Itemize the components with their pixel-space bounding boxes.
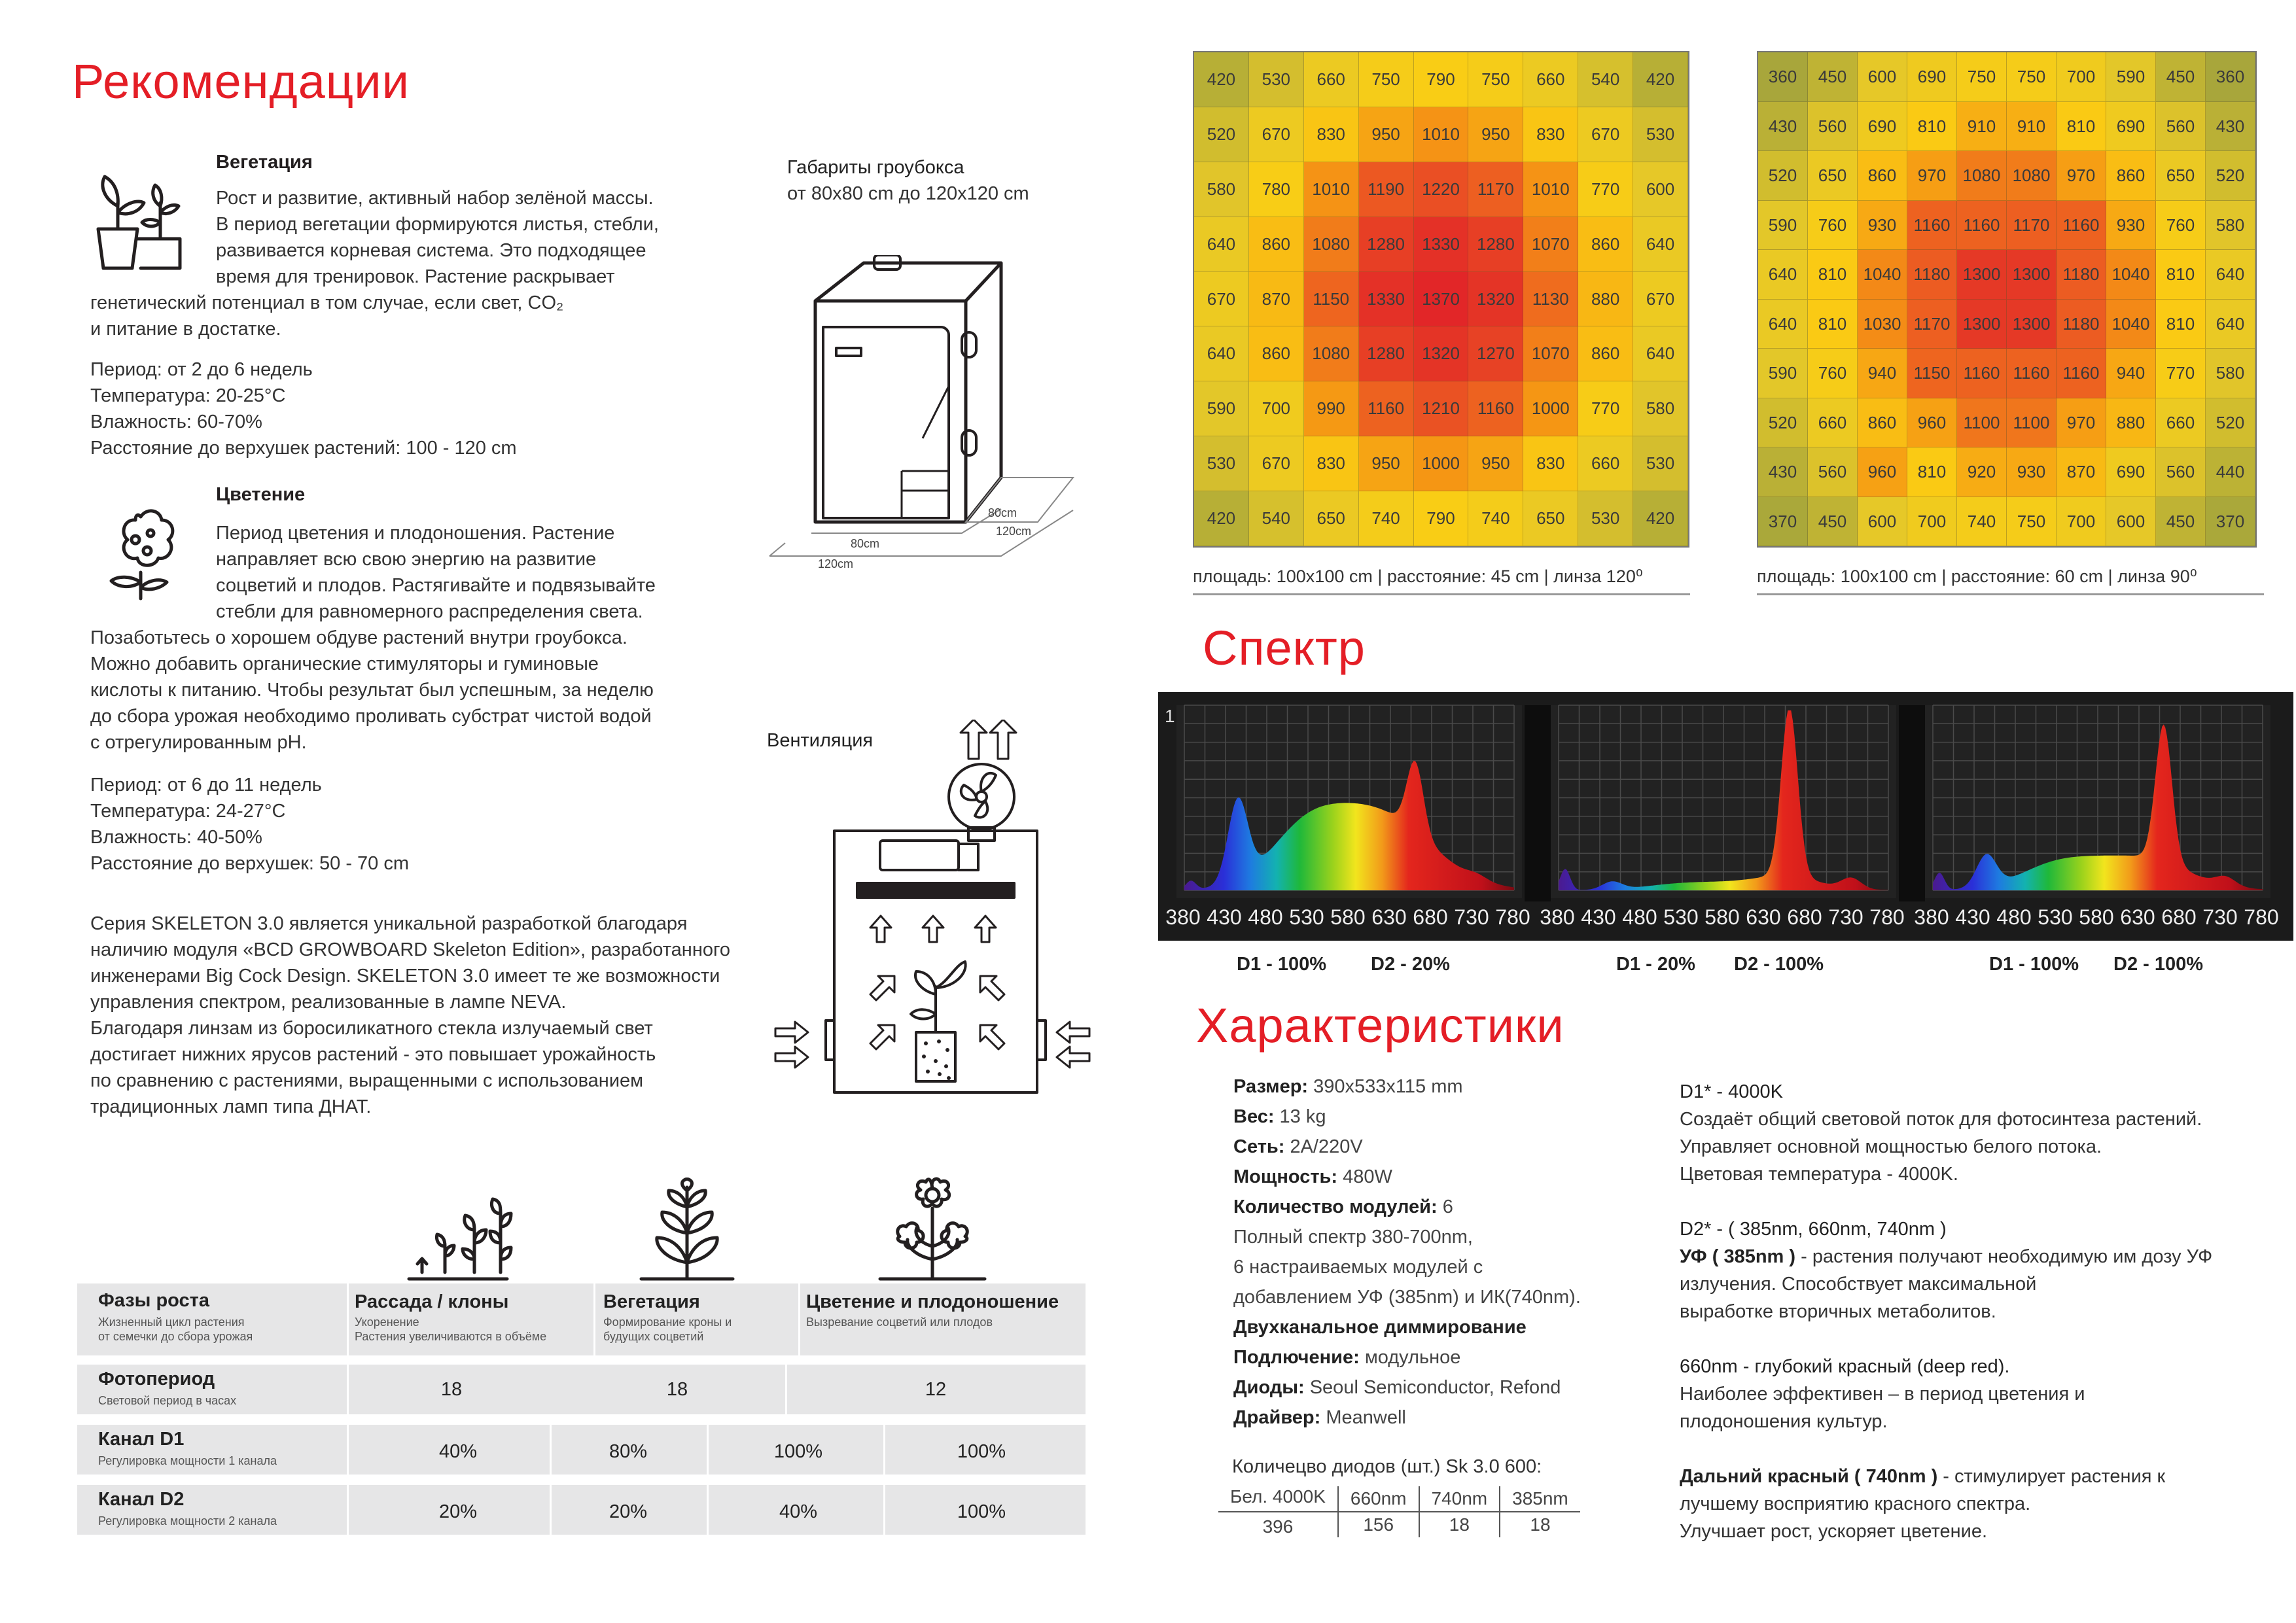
heatmap-cell: 930	[2007, 447, 2057, 497]
heatmap-cell: 700	[2057, 52, 2106, 102]
growbox-size: от 80x80 cm до 120x120 cm	[787, 183, 1029, 204]
heatmap-cell: 810	[2057, 102, 2106, 152]
heatmap-cell: 1080	[1304, 217, 1359, 272]
heatmap-cell: 810	[2156, 300, 2206, 349]
d2-title: D2* - ( 385nm, 660nm, 740nm )	[1680, 1219, 1947, 1240]
heatmap-cell: 1160	[2007, 349, 2057, 398]
heatmap-cell: 860	[1578, 217, 1633, 272]
spec-connection: Подлючение: модульное	[1233, 1347, 1461, 1368]
channel-d1-vegetation: 80%	[609, 1441, 648, 1462]
spec-modules: Количество модулей: 6	[1233, 1196, 1453, 1217]
heatmap-cell: 770	[1578, 381, 1633, 436]
growbox-dim-120-front: 120cm	[818, 557, 854, 570]
heatmap-cell: 1150	[1304, 272, 1359, 327]
heatmap-cell: 530	[1633, 107, 1688, 162]
channel-d1-sub: Регулировка мощности 1 канала	[98, 1454, 277, 1467]
heatmap-cell: 750	[1468, 52, 1523, 107]
flowering-heading: Цветение	[216, 484, 306, 505]
heatmap-cell: 830	[1523, 436, 1578, 491]
heatmap-cell: 790	[1414, 52, 1469, 107]
heatmap-cell: 640	[1194, 217, 1249, 272]
heatmap-cell: 640	[2206, 250, 2255, 300]
heatmap-cell: 450	[2156, 497, 2206, 547]
heatmap-cell: 770	[2156, 349, 2206, 398]
heatmap-cell: 1270	[1468, 326, 1523, 381]
growbox-diagram	[766, 255, 1086, 582]
spec-uv-ir: добавлением УФ (385nm) и ИК(740nm).	[1233, 1287, 1581, 1308]
spectrum-x-tick: 530	[1289, 905, 1324, 929]
heatmap-cell: 450	[1808, 52, 1858, 102]
heatmap-cell: 600	[1633, 162, 1688, 217]
heatmap-cell: 520	[1194, 107, 1249, 162]
heatmap-cell: 860	[2106, 151, 2156, 201]
heatmap-cell: 640	[1758, 250, 1808, 300]
heatmap-cell: 360	[1758, 52, 1808, 102]
heatmap-cell: 810	[1808, 250, 1858, 300]
spectrum-x-tick: 480	[1996, 905, 2032, 929]
phase-vegetation-sub: Формирование кроны и будущих соцветий	[603, 1316, 732, 1343]
spectrum-x-tick: 630	[1746, 905, 1781, 929]
heatmap-cell: 1040	[2106, 300, 2156, 349]
heatmap-cell: 660	[2156, 398, 2206, 448]
spectrum-x-tick: 780	[1869, 905, 1905, 929]
heatmap-cell: 580	[2206, 201, 2255, 251]
heatmap-cell: 1170	[1907, 300, 1957, 349]
heatmap-cell: 830	[1523, 107, 1578, 162]
heatmap-cell: 420	[1633, 52, 1688, 107]
heatmap-cell: 1300	[1957, 300, 2007, 349]
heatmap-cell: 600	[1858, 52, 1907, 102]
heatmap-cell: 880	[2106, 398, 2156, 448]
spectrum-x-tick: 680	[1413, 905, 1448, 929]
photoperiod-flowering: 12	[925, 1379, 947, 1400]
heatmap-cell: 1130	[1523, 272, 1578, 327]
heatmap-cell: 1100	[2007, 398, 2057, 448]
heatmap-cell: 740	[1957, 497, 2007, 547]
heatmap-cell: 690	[2106, 102, 2156, 152]
spec-spectrum: Полный спектр 380-700nm,	[1233, 1227, 1473, 1248]
spectrum-x-tick: 380	[1540, 905, 1575, 929]
spec-diodes: Диоды: Seoul Semiconductor, Refond	[1233, 1377, 1561, 1398]
heatmap-cell: 1320	[1468, 272, 1523, 327]
diodes-header-385: 385nm	[1500, 1486, 1580, 1512]
vegetation-description: Рост и развитие, активный набор зелёной массы. В период вегетации формируются листья, стебли, развивается корневая система. Это подходящее время для тренировок. Растение раскрывает	[216, 188, 659, 287]
heatmap-cell: 430	[1758, 102, 1808, 152]
spectrum-x-tick: 580	[2079, 905, 2114, 929]
spectrum-x-tick: 730	[1828, 905, 1863, 929]
spec-custom-modules: 6 настраиваемых модулей с	[1233, 1257, 1483, 1278]
vegetation-plant-icon	[638, 1178, 736, 1282]
heatmap-cell: 1160	[1957, 349, 2007, 398]
heatmap-cell: 1160	[1468, 381, 1523, 436]
heatmap-cell: 590	[1758, 349, 1808, 398]
spec-weight: Вес: 13 kg	[1233, 1106, 1326, 1127]
heatmap-cell: 870	[1249, 272, 1304, 327]
heatmap-cell: 580	[1633, 381, 1688, 436]
spectrum-1-d1: D1 - 100%	[1237, 954, 1327, 975]
heatmap-cell: 1160	[2057, 349, 2106, 398]
heatmap-cell: 1080	[2007, 151, 2057, 201]
heatmap-cell: 970	[2057, 398, 2106, 448]
heatmap-cell: 560	[1808, 447, 1858, 497]
heatmap-cell: 940	[2106, 349, 2156, 398]
heatmap-cell: 750	[2007, 497, 2057, 547]
heatmap-cell: 1010	[1304, 162, 1359, 217]
heatmap-cell: 600	[2106, 497, 2156, 547]
heatmap-cell: 1010	[1414, 107, 1469, 162]
phase-vegetation-title: Вегетация	[603, 1291, 700, 1312]
spectrum-x-tick: 480	[1622, 905, 1657, 929]
diodes-count-table	[1218, 1486, 1580, 1537]
heatmap-cell: 450	[2156, 52, 2206, 102]
heatmap-cell: 970	[1907, 151, 1957, 201]
flowering-description: Период цветения и плодоношения. Растение направляет всю свою энергию на развитие соцветий и плодов. Растягивайте и подвязывайте стебли для равномерного распределения света.	[216, 523, 656, 622]
photoperiod-vegetation: 18	[666, 1379, 688, 1400]
diodes-value-385: 18	[1530, 1514, 1551, 1535]
spectrum-x-tick: 430	[1955, 905, 1990, 929]
growbox-dim-120-side: 120cm	[996, 525, 1032, 538]
spectrum-1-d2: D2 - 20%	[1371, 954, 1450, 975]
heatmap-cell: 960	[1858, 447, 1907, 497]
heatmap-cell: 1280	[1359, 217, 1414, 272]
heatmap-cell: 1040	[1858, 250, 1907, 300]
heatmap-cell: 860	[1249, 326, 1304, 381]
heatmap-cell: 870	[2057, 447, 2106, 497]
photoperiod-sub: Световой период в часах	[98, 1394, 237, 1407]
phases-header-sub: Жизненный цикл растения от семечки до сбора урожая	[98, 1316, 253, 1343]
spectrum-charts	[1158, 692, 2293, 941]
spectrum-x-tick: 680	[2161, 905, 2197, 929]
channel-d2-vegetation: 20%	[609, 1501, 648, 1522]
heatmap-cell: 660	[1523, 52, 1578, 107]
heatmap-cell: 670	[1194, 272, 1249, 327]
photoperiod-seedlings: 18	[440, 1379, 463, 1400]
heatmap-cell: 1180	[2057, 250, 2106, 300]
diodes-header-660: 660nm	[1338, 1486, 1419, 1512]
heatmap-cell: 650	[1304, 491, 1359, 546]
heatmap-cell: 450	[1808, 497, 1858, 547]
ventilation-heading: Вентиляция	[767, 730, 874, 751]
heatmap-cell: 740	[1359, 491, 1414, 546]
heatmap-cell: 670	[1578, 107, 1633, 162]
heatmap-cell: 940	[1858, 349, 1907, 398]
heatmap-cell: 760	[2156, 201, 2206, 251]
heatmap-cell: 990	[1304, 381, 1359, 436]
heatmap-cell: 1160	[2057, 201, 2106, 251]
spec-network: Сеть: 2A/220V	[1233, 1136, 1363, 1157]
heatmap-cell: 1330	[1359, 272, 1414, 327]
growbox-dim-80-side: 80cm	[988, 506, 1017, 519]
heatmap-cell: 1190	[1359, 162, 1414, 217]
spectrum-x-tick: 630	[2120, 905, 2155, 929]
phase-seedlings-title: Рассада / клоны	[355, 1291, 509, 1312]
specs-list	[1233, 1072, 1581, 1433]
channel-d2-late-vegetation: 40%	[779, 1501, 818, 1522]
spec-size: Размер: 390x533x115 mm	[1233, 1076, 1463, 1097]
heatmap-cell: 1180	[2057, 300, 2106, 349]
heatmap-cell: 810	[1808, 300, 1858, 349]
vegetation-params: Период: от 2 до 6 недель Температура: 20-25°C Влажность: 60-70% Расстояние до верхушек растений: 100 - 120 cm	[90, 359, 517, 459]
heatmap-cell: 520	[2206, 398, 2255, 448]
heatmap-cell: 950	[1468, 107, 1523, 162]
heatmap-cell: 640	[1194, 326, 1249, 381]
phase-seedlings-sub: Укоренение Растения увеличиваются в объёме	[355, 1316, 547, 1343]
heatmap-cell: 370	[1758, 497, 1808, 547]
heatmap-cell: 660	[1304, 52, 1359, 107]
heatmap-cell: 1300	[1957, 250, 2007, 300]
channel-d2-sub: Регулировка мощности 2 канала	[98, 1514, 277, 1527]
plant-pot-icon	[92, 167, 190, 271]
heatmap-cell: 1280	[1468, 217, 1523, 272]
spectrum-x-tick: 530	[1663, 905, 1699, 929]
spectrum-x-tick: 530	[2038, 905, 2073, 929]
channels-description: D1* - 4000K Создаёт общий световой поток для фотосинтеза растений. Управляет основной мощностью белого потока. Цветовая температура - 4000K. D2* - ( 385nm, 660nm, 740nm ) УФ ( 385nm ) - растения получают необходимую им дозу УФ излучения. Способствует максимальной выработке вторичных метаболитов. 660nm - глубокий красный (deep red). Наиболее эффективен – в период цветения и плодоношения культур. Дальний красный ( 740nm ) - стимулирует растения к лучшему восприятию красного спектра. Улучшает рост, ускоряет цветение.	[1680, 1078, 2212, 1545]
heatmap-2-caption: площадь: 100x100 cm | расстояние: 60 cm | линза 90⁰	[1757, 567, 2264, 595]
red-title: 660nm - глубокий красный (deep red).	[1680, 1356, 2010, 1377]
heatmap-cell: 640	[1758, 300, 1808, 349]
heatmap-cell: 1070	[1523, 217, 1578, 272]
channel-d1-flowering: 100%	[957, 1441, 1006, 1462]
channel-d1-seedlings: 40%	[438, 1441, 478, 1462]
diodes-value-660: 156	[1338, 1512, 1419, 1537]
heatmap-cell: 1280	[1359, 326, 1414, 381]
heatmap-cell: 1150	[1907, 349, 1957, 398]
ppfd-heatmap-2	[1757, 51, 2257, 548]
heatmap-cell: 690	[2106, 447, 2156, 497]
heatmap-cell: 1070	[1523, 326, 1578, 381]
diodes-count-title: Количецво диодов (шт.) Sk 3.0 600:	[1232, 1456, 1542, 1477]
heatmap-cell: 830	[1304, 436, 1359, 491]
heatmap-cell: 860	[1249, 217, 1304, 272]
heatmap-cell: 910	[1957, 102, 2007, 152]
heatmap-cell: 830	[1304, 107, 1359, 162]
heatmap-cell: 1180	[1907, 250, 1957, 300]
heatmap-cell: 540	[1249, 491, 1304, 546]
heatmap-cell: 560	[1808, 102, 1858, 152]
heatmap-cell: 750	[2007, 52, 2057, 102]
heatmap-cell: 950	[1359, 436, 1414, 491]
heatmap-cell: 770	[1578, 162, 1633, 217]
heatmap-cell: 1330	[1414, 217, 1469, 272]
heatmap-cell: 1220	[1414, 162, 1469, 217]
heatmap-cell: 1210	[1414, 381, 1469, 436]
channel-d1-title: Канал D1	[98, 1429, 185, 1450]
diodes-value-white: 396	[1218, 1512, 1338, 1537]
heatmap-cell: 860	[1858, 398, 1907, 448]
spectrum-2-d2: D2 - 100%	[1734, 954, 1824, 975]
spectrum-x-tick: 580	[1704, 905, 1740, 929]
spectrum-x-tick: 380	[1165, 905, 1201, 929]
heatmap-cell: 700	[2057, 497, 2106, 547]
spectrum-x-tick: 780	[2244, 905, 2279, 929]
specs-title: Характеристики	[1196, 998, 1564, 1053]
heatmap-cell: 1040	[2106, 250, 2156, 300]
seedlings-icon	[406, 1191, 517, 1282]
spectrum-y-label: 1	[1165, 706, 1175, 726]
heatmap-cell: 920	[1957, 447, 2007, 497]
heatmap-cell: 700	[1907, 497, 1957, 547]
heatmap-cell: 750	[1957, 52, 2007, 102]
heatmap-cell: 930	[2106, 201, 2156, 251]
flowering-plant-icon	[95, 504, 186, 602]
heatmap-cell: 600	[1858, 497, 1907, 547]
heatmap-cell: 1160	[1359, 381, 1414, 436]
spectrum-x-tick: 580	[1330, 905, 1366, 929]
heatmap-cell: 530	[1633, 436, 1688, 491]
heatmap-cell: 590	[1758, 201, 1808, 251]
heatmap-cell: 760	[1808, 201, 1858, 251]
channel-d2-title: Канал D2	[98, 1489, 185, 1510]
heatmap-cell: 420	[1633, 491, 1688, 546]
heatmap-cell: 440	[2206, 447, 2255, 497]
heatmap-cell: 560	[2156, 447, 2206, 497]
phase-flowering-sub: Вызревание соцветий или плодов	[806, 1316, 993, 1329]
heatmap-cell: 700	[1249, 381, 1304, 436]
heatmap-cell: 1100	[1957, 398, 2007, 448]
heatmap-cell: 810	[1907, 447, 1957, 497]
heatmap-cell: 780	[1249, 162, 1304, 217]
heatmap-cell: 420	[1194, 491, 1249, 546]
heatmap-cell: 750	[1359, 52, 1414, 107]
heatmap-cell: 670	[1249, 107, 1304, 162]
heatmap-cell: 540	[1578, 52, 1633, 107]
heatmap-1-caption: площадь: 100x100 cm | расстояние: 45 cm | линза 120⁰	[1193, 567, 1690, 595]
spectrum-x-tick: 480	[1248, 905, 1283, 929]
ventilation-diagram	[772, 720, 1093, 1112]
heatmap-cell: 960	[1907, 398, 1957, 448]
heatmap-cell: 430	[2206, 102, 2255, 152]
spectrum-x-tick: 430	[1581, 905, 1616, 929]
heatmap-cell: 580	[2206, 349, 2255, 398]
channel-d1-late-vegetation: 100%	[773, 1441, 823, 1462]
heatmap-cell: 1300	[2007, 250, 2057, 300]
heatmap-cell: 1300	[2007, 300, 2057, 349]
spectrum-x-tick: 430	[1207, 905, 1242, 929]
heatmap-cell: 880	[1578, 272, 1633, 327]
spectrum-3-d1: D1 - 100%	[1989, 954, 2079, 975]
heatmap-cell: 430	[1758, 447, 1808, 497]
photoperiod-title: Фотопериод	[98, 1369, 215, 1389]
heatmap-cell: 970	[2057, 151, 2106, 201]
vegetation-heading: Вегетация	[216, 152, 313, 173]
heatmap-cell: 930	[1858, 201, 1907, 251]
series-description: Серия SKELETON 3.0 является уникальной разработкой благодаря наличию модуля «BCD GROWBOARD Skeleton Edition», разработанного инженерами Big Cock Design. SKELETON 3.0 имеет те же возможности управления спектром, реализованные в лампе NEVA. Благодаря линзам из боросиликатного стекла излучаемый свет достигает нижних ярусов растений - это повышает урожайность по сравнению с растениями, выращенными с использованием традиционных ламп типа ДНАТ.	[90, 913, 731, 1117]
heatmap-cell: 420	[1194, 52, 1249, 107]
spec-driver: Драйвер: Meanwell	[1233, 1407, 1406, 1428]
diodes-value-740: 18	[1419, 1512, 1500, 1537]
heatmap-cell: 530	[1249, 52, 1304, 107]
phases-header-title: Фазы роста	[98, 1290, 209, 1311]
heatmap-cell: 810	[1907, 102, 1957, 152]
heatmap-cell: 650	[2156, 151, 2206, 201]
heatmap-cell: 1030	[1858, 300, 1907, 349]
heatmap-cell: 670	[1249, 436, 1304, 491]
d1-title: D1* - 4000K	[1680, 1081, 1783, 1102]
flowering-phase-icon	[877, 1174, 988, 1282]
heatmap-cell: 760	[1808, 349, 1858, 398]
heatmap-cell: 640	[2206, 300, 2255, 349]
heatmap-cell: 660	[1808, 398, 1858, 448]
heatmap-cell: 1370	[1414, 272, 1469, 327]
diodes-header-white: Бел. 4000K	[1218, 1486, 1338, 1512]
spectrum-title: Спектр	[1203, 621, 1366, 675]
heatmap-cell: 560	[2156, 102, 2206, 152]
ppfd-heatmap-1	[1193, 51, 1689, 548]
heatmap-cell: 740	[1468, 491, 1523, 546]
spectrum-x-tick: 730	[2202, 905, 2238, 929]
spectrum-x-tick: 680	[1787, 905, 1822, 929]
flowering-description-cont: Позаботьтесь о хорошем обдуве растений внутри гроубокса. Можно добавить органические стимуляторы и гуминовые кислоты к питанию. Чтобы результат был успешным, за неделю до сбора урожая необходимо проливать субстрат чистой водой с отрегулированным pH.	[90, 627, 654, 753]
heatmap-cell: 910	[2007, 102, 2057, 152]
heatmap-cell: 580	[1194, 162, 1249, 217]
growbox-dim-80-front: 80cm	[851, 537, 880, 550]
heatmap-cell: 1170	[2007, 201, 2057, 251]
vegetation-description-cont: генетический потенциал в том случае, если свет, CO₂ и питание в достатке.	[90, 292, 564, 340]
heatmap-cell: 1000	[1523, 381, 1578, 436]
heatmap-cell: 1000	[1414, 436, 1469, 491]
heatmap-cell: 950	[1359, 107, 1414, 162]
heatmap-cell: 1320	[1414, 326, 1469, 381]
heatmap-cell: 660	[1578, 436, 1633, 491]
heatmap-cell: 520	[2206, 151, 2255, 201]
heatmap-cell: 650	[1808, 151, 1858, 201]
heatmap-cell: 860	[1578, 326, 1633, 381]
spectrum-3-d2: D2 - 100%	[2113, 954, 2204, 975]
heatmap-cell: 690	[1858, 102, 1907, 152]
heatmap-cell: 530	[1194, 436, 1249, 491]
spectrum-2-d1: D1 - 20%	[1616, 954, 1695, 975]
heatmap-cell: 360	[2206, 52, 2255, 102]
heatmap-cell: 530	[1578, 491, 1633, 546]
heatmap-cell: 1170	[1468, 162, 1523, 217]
phase-flowering-title: Цветение и плодоношение	[806, 1291, 1059, 1312]
heatmap-cell: 520	[1758, 151, 1808, 201]
diodes-header-740: 740nm	[1419, 1486, 1500, 1512]
recommendations-title: Рекомендации	[72, 54, 410, 109]
growbox-heading: Габариты гроубокса	[787, 157, 964, 178]
spec-dimming: Двухканальное диммирование	[1233, 1317, 1527, 1338]
heatmap-cell: 590	[2106, 52, 2156, 102]
heatmap-cell: 370	[2206, 497, 2255, 547]
heatmap-cell: 790	[1414, 491, 1469, 546]
heatmap-cell: 1080	[1957, 151, 2007, 201]
flowering-params: Период: от 6 до 11 недель Температура: 24-27°C Влажность: 40-50% Расстояние до верхушек: 50 - 70 cm	[90, 775, 410, 874]
heatmap-cell: 810	[2156, 250, 2206, 300]
spec-power: Мощность: 480W	[1233, 1166, 1392, 1187]
heatmap-cell: 1160	[1957, 201, 2007, 251]
heatmap-cell: 690	[1907, 52, 1957, 102]
heatmap-cell: 640	[1633, 326, 1688, 381]
spectrum-x-tick: 630	[1371, 905, 1407, 929]
heatmap-cell: 1010	[1523, 162, 1578, 217]
channel-d2-seedlings: 20%	[438, 1501, 478, 1522]
heatmap-cell: 860	[1858, 151, 1907, 201]
heatmap-cell: 670	[1633, 272, 1688, 327]
channel-d2-flowering: 100%	[957, 1501, 1006, 1522]
heatmap-cell: 1080	[1304, 326, 1359, 381]
heatmap-cell: 590	[1194, 381, 1249, 436]
spectrum-x-tick: 380	[1914, 905, 1949, 929]
heatmap-cell: 520	[1758, 398, 1808, 448]
heatmap-cell: 650	[1523, 491, 1578, 546]
heatmap-cell: 640	[1633, 217, 1688, 272]
spectrum-x-tick: 780	[1495, 905, 1530, 929]
spectrum-x-tick: 730	[1454, 905, 1489, 929]
heatmap-cell: 950	[1468, 436, 1523, 491]
heatmap-cell: 1160	[1907, 201, 1957, 251]
